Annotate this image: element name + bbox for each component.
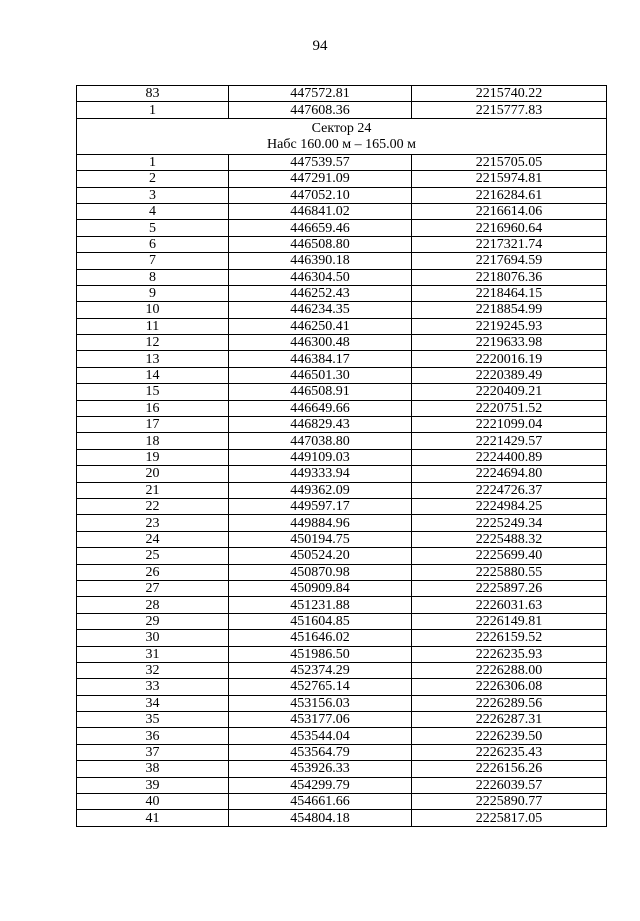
point-number-cell: 4: [77, 203, 229, 219]
y-coordinate-cell: 2220389.49: [412, 367, 607, 383]
x-coordinate-cell: 447608.36: [229, 102, 412, 118]
y-coordinate-cell: 2226159.52: [412, 630, 607, 646]
y-coordinate-cell: 2216614.06: [412, 203, 607, 219]
point-number-cell: 39: [77, 777, 229, 793]
y-coordinate-cell: 2225249.34: [412, 515, 607, 531]
y-coordinate-cell: 2225890.77: [412, 794, 607, 810]
point-number-cell: 24: [77, 531, 229, 547]
table-row: [77, 646, 607, 662]
point-number-cell: 18: [77, 433, 229, 449]
table-row: [77, 466, 607, 482]
x-coordinate-cell: 446252.43: [229, 285, 412, 301]
y-coordinate-cell: 2220409.21: [412, 384, 607, 400]
point-number-cell: 6: [77, 236, 229, 252]
x-coordinate-cell: 446234.35: [229, 302, 412, 318]
x-coordinate-cell: 451646.02: [229, 630, 412, 646]
point-number-cell: 31: [77, 646, 229, 662]
x-coordinate-cell: 447038.80: [229, 433, 412, 449]
point-number-cell: 30: [77, 630, 229, 646]
x-coordinate-cell: 451604.85: [229, 613, 412, 629]
table-row: [77, 253, 607, 269]
coordinates-table: [76, 85, 607, 827]
table-row: [77, 367, 607, 383]
y-coordinate-cell: 2217321.74: [412, 236, 607, 252]
point-number-cell: 2: [77, 171, 229, 187]
x-coordinate-cell: 454661.66: [229, 794, 412, 810]
table-row: [77, 515, 607, 531]
y-coordinate-cell: 2226149.81: [412, 613, 607, 629]
point-number-cell: 27: [77, 580, 229, 596]
y-coordinate-cell: 2225897.26: [412, 580, 607, 596]
y-coordinate-cell: 2217694.59: [412, 253, 607, 269]
point-number-cell: 34: [77, 695, 229, 711]
x-coordinate-cell: 449362.09: [229, 482, 412, 498]
x-coordinate-cell: 446508.91: [229, 384, 412, 400]
y-coordinate-cell: 2218854.99: [412, 302, 607, 318]
y-coordinate-cell: 2219245.93: [412, 318, 607, 334]
y-coordinate-cell: 2226235.43: [412, 744, 607, 760]
x-coordinate-cell: 447539.57: [229, 154, 412, 170]
table-row: [77, 482, 607, 498]
table-row: [77, 794, 607, 810]
point-number-cell: 35: [77, 712, 229, 728]
table-row: [77, 531, 607, 547]
y-coordinate-cell: 2226287.31: [412, 712, 607, 728]
point-number-cell: 16: [77, 400, 229, 416]
y-coordinate-cell: 2220016.19: [412, 351, 607, 367]
table-row: [77, 203, 607, 219]
point-number-cell: 83: [77, 86, 229, 102]
x-coordinate-cell: 449333.94: [229, 466, 412, 482]
point-number-cell: 33: [77, 679, 229, 695]
y-coordinate-cell: 2224726.37: [412, 482, 607, 498]
x-coordinate-cell: 450194.75: [229, 531, 412, 547]
x-coordinate-cell: 449884.96: [229, 515, 412, 531]
table-row: [77, 417, 607, 433]
y-coordinate-cell: 2219633.98: [412, 335, 607, 351]
x-coordinate-cell: 446384.17: [229, 351, 412, 367]
table-row: [77, 449, 607, 465]
table-row: [77, 630, 607, 646]
table-row: [77, 728, 607, 744]
y-coordinate-cell: 2224400.89: [412, 449, 607, 465]
table-row: [77, 662, 607, 678]
table-row: [77, 761, 607, 777]
x-coordinate-cell: 446300.48: [229, 335, 412, 351]
point-number-cell: 14: [77, 367, 229, 383]
y-coordinate-cell: 2224984.25: [412, 498, 607, 514]
y-coordinate-cell: 2226239.50: [412, 728, 607, 744]
point-number-cell: 22: [77, 498, 229, 514]
y-coordinate-cell: 2218464.15: [412, 285, 607, 301]
table-row: [77, 613, 607, 629]
table-row: [77, 597, 607, 613]
point-number-cell: 28: [77, 597, 229, 613]
x-coordinate-cell: 446304.50: [229, 269, 412, 285]
x-coordinate-cell: 453177.06: [229, 712, 412, 728]
point-number-cell: 3: [77, 187, 229, 203]
y-coordinate-cell: 2225488.32: [412, 531, 607, 547]
table-row: [77, 220, 607, 236]
rows-before-sector: [77, 86, 607, 119]
table-row: [77, 564, 607, 580]
point-number-cell: 11: [77, 318, 229, 334]
x-coordinate-cell: 446501.30: [229, 367, 412, 383]
x-coordinate-cell: 449109.03: [229, 449, 412, 465]
x-coordinate-cell: 446659.46: [229, 220, 412, 236]
x-coordinate-cell: 446829.43: [229, 417, 412, 433]
y-coordinate-cell: 2215777.83: [412, 102, 607, 118]
y-coordinate-cell: 2221099.04: [412, 417, 607, 433]
x-coordinate-cell: 447052.10: [229, 187, 412, 203]
y-coordinate-cell: 2225817.05: [412, 810, 607, 826]
y-coordinate-cell: 2226288.00: [412, 662, 607, 678]
rows-after-sector: [77, 154, 607, 826]
x-coordinate-cell: 446649.66: [229, 400, 412, 416]
x-coordinate-cell: 447572.81: [229, 86, 412, 102]
x-coordinate-cell: 453564.79: [229, 744, 412, 760]
point-number-cell: 5: [77, 220, 229, 236]
y-coordinate-cell: 2221429.57: [412, 433, 607, 449]
x-coordinate-cell: 446508.80: [229, 236, 412, 252]
y-coordinate-cell: 2226031.63: [412, 597, 607, 613]
x-coordinate-cell: 451231.88: [229, 597, 412, 613]
point-number-cell: 29: [77, 613, 229, 629]
table-row: [77, 695, 607, 711]
y-coordinate-cell: 2225880.55: [412, 564, 607, 580]
y-coordinate-cell: 2226039.57: [412, 777, 607, 793]
table-row: [77, 498, 607, 514]
point-number-cell: 1: [77, 102, 229, 118]
point-number-cell: 8: [77, 269, 229, 285]
sector-header-cell: [77, 118, 607, 154]
x-coordinate-cell: 446841.02: [229, 203, 412, 219]
table-row: [77, 712, 607, 728]
y-coordinate-cell: 2225699.40: [412, 548, 607, 564]
point-number-cell: 41: [77, 810, 229, 826]
y-coordinate-cell: 2216960.64: [412, 220, 607, 236]
page-number: 94: [312, 38, 328, 54]
table-row: [77, 318, 607, 334]
table-row: [77, 400, 607, 416]
y-coordinate-cell: 2226306.08: [412, 679, 607, 695]
x-coordinate-cell: 454299.79: [229, 777, 412, 793]
y-coordinate-cell: 2226156.26: [412, 761, 607, 777]
point-number-cell: 1: [77, 154, 229, 170]
table-row: [77, 548, 607, 564]
table-row: [77, 86, 607, 102]
table-row: [77, 777, 607, 793]
table-row: [77, 744, 607, 760]
y-coordinate-cell: 2215740.22: [412, 86, 607, 102]
x-coordinate-cell: 450909.84: [229, 580, 412, 596]
point-number-cell: 15: [77, 384, 229, 400]
x-coordinate-cell: 453544.04: [229, 728, 412, 744]
point-number-cell: 32: [77, 662, 229, 678]
y-coordinate-cell: 2218076.36: [412, 269, 607, 285]
x-coordinate-cell: 452765.14: [229, 679, 412, 695]
y-coordinate-cell: 2226289.56: [412, 695, 607, 711]
y-coordinate-cell: 2216284.61: [412, 187, 607, 203]
table-row: [77, 285, 607, 301]
sector-header-group: [77, 118, 607, 154]
sector-title: Сектор 24: [311, 120, 372, 136]
x-coordinate-cell: 450524.20: [229, 548, 412, 564]
x-coordinate-cell: 453926.33: [229, 761, 412, 777]
table-row: [77, 433, 607, 449]
point-number-cell: 40: [77, 794, 229, 810]
point-number-cell: 37: [77, 744, 229, 760]
x-coordinate-cell: 451986.50: [229, 646, 412, 662]
point-number-cell: 19: [77, 449, 229, 465]
table-row: [77, 580, 607, 596]
sector-height-range: Набс 160.00 м – 165.00 м: [267, 136, 416, 152]
x-coordinate-cell: 446250.41: [229, 318, 412, 334]
table-row: [77, 102, 607, 118]
point-number-cell: 17: [77, 417, 229, 433]
point-number-cell: 23: [77, 515, 229, 531]
x-coordinate-cell: 453156.03: [229, 695, 412, 711]
point-number-cell: 21: [77, 482, 229, 498]
table-row: [77, 384, 607, 400]
x-coordinate-cell: 450870.98: [229, 564, 412, 580]
sector-header-row: [77, 118, 607, 154]
point-number-cell: 7: [77, 253, 229, 269]
point-number-cell: 9: [77, 285, 229, 301]
y-coordinate-cell: 2215974.81: [412, 171, 607, 187]
table-row: [77, 269, 607, 285]
table-row: [77, 236, 607, 252]
table-row: [77, 335, 607, 351]
table-row: [77, 351, 607, 367]
table-row: [77, 679, 607, 695]
y-coordinate-cell: 2224694.80: [412, 466, 607, 482]
y-coordinate-cell: 2226235.93: [412, 646, 607, 662]
point-number-cell: 12: [77, 335, 229, 351]
table-row: [77, 810, 607, 826]
table-row: [77, 154, 607, 170]
point-number-cell: 13: [77, 351, 229, 367]
x-coordinate-cell: 446390.18: [229, 253, 412, 269]
point-number-cell: 20: [77, 466, 229, 482]
point-number-cell: 25: [77, 548, 229, 564]
point-number-cell: 36: [77, 728, 229, 744]
y-coordinate-cell: 2215705.05: [412, 154, 607, 170]
x-coordinate-cell: 447291.09: [229, 171, 412, 187]
table-row: [77, 187, 607, 203]
x-coordinate-cell: 452374.29: [229, 662, 412, 678]
x-coordinate-cell: 454804.18: [229, 810, 412, 826]
table-row: [77, 171, 607, 187]
x-coordinate-cell: 449597.17: [229, 498, 412, 514]
point-number-cell: 26: [77, 564, 229, 580]
point-number-cell: 10: [77, 302, 229, 318]
y-coordinate-cell: 2220751.52: [412, 400, 607, 416]
point-number-cell: 38: [77, 761, 229, 777]
table-row: [77, 302, 607, 318]
